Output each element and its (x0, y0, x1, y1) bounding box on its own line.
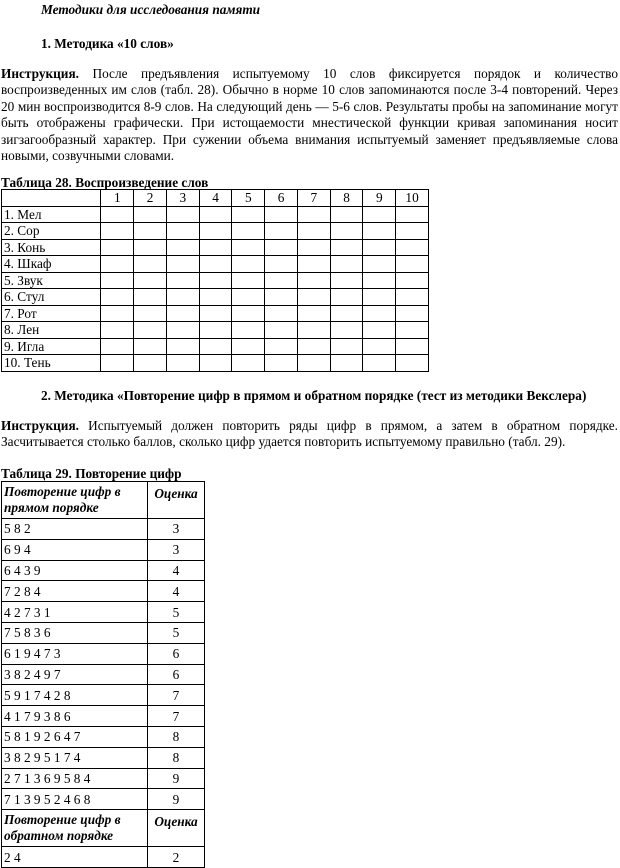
digit-sequence-cell: 4 2 7 3 1 (2, 602, 148, 623)
table28-row (2, 322, 429, 339)
table28-empty-cell (363, 206, 396, 223)
table28-empty-cell (232, 272, 265, 289)
table28-empty-cell (166, 338, 199, 355)
table29-row (2, 602, 205, 623)
table28-empty-cell (134, 305, 167, 322)
digit-sequence-cell: 6 9 4 (2, 539, 148, 560)
score-cell: 2 (148, 847, 205, 868)
table28-empty-cell (297, 206, 330, 223)
score-header: Оценка (148, 810, 205, 847)
table29-row (2, 726, 205, 747)
table28-word-cell: 7. Рот (2, 305, 101, 322)
score-cell: 8 (148, 747, 205, 768)
table28-empty-cell (330, 355, 363, 372)
table28-empty-cell (199, 256, 232, 273)
table28-empty-cell (134, 338, 167, 355)
table29-row (2, 685, 205, 706)
digit-sequence-cell: 4 1 7 9 3 8 6 (2, 706, 148, 727)
table29-row (2, 847, 205, 868)
table28-col-header: 1 (101, 190, 134, 207)
table28-row (2, 239, 429, 256)
table28-col-header: 2 (134, 190, 167, 207)
method2-instruction-text: Испытуемый должен повторить ряды цифр в прямом, а затем в обратном порядке. Засчитывается столько баллов, сколько цифр удается повторить испытуемому правильно (табл. 29). (1, 418, 618, 450)
table28-empty-cell (363, 338, 396, 355)
table28-empty-cell (199, 272, 232, 289)
table28-empty-cell (297, 289, 330, 306)
table28-word-cell: 5. Звук (2, 272, 101, 289)
table28-row (2, 256, 429, 273)
table28-empty-cell (265, 289, 298, 306)
table28-empty-cell (396, 272, 429, 289)
digit-sequence-cell: 2 7 1 3 6 9 5 8 4 (2, 768, 148, 789)
table28-empty-cell (396, 256, 429, 273)
table28-empty-cell (297, 239, 330, 256)
table28-row (2, 272, 429, 289)
table28-empty-cell (363, 322, 396, 339)
table28-header-row (2, 190, 429, 207)
score-cell: 7 (148, 685, 205, 706)
section-title: Методики для исследования памяти (41, 2, 261, 17)
table28-empty-cell (134, 289, 167, 306)
table28-empty-cell (232, 206, 265, 223)
score-header: Оценка (148, 482, 205, 519)
forward-order-header: Повторение цифр в прямом порядке (2, 482, 148, 519)
table28-empty-cell (101, 256, 134, 273)
table29-row (2, 581, 205, 602)
method2-title: 2. Методика «Повторение цифр в прямом и обратном порядке (тест из методики Векслера) (41, 388, 587, 403)
table28-empty-cell (297, 322, 330, 339)
table28-word-cell: 3. Конь (2, 239, 101, 256)
digit-sequence-cell: 6 4 3 9 (2, 560, 148, 581)
table28-empty-cell (232, 223, 265, 240)
table28-empty-cell (396, 239, 429, 256)
table28-empty-cell (265, 256, 298, 273)
table28-empty-cell (330, 338, 363, 355)
table28-col-header: 5 (232, 190, 265, 207)
table28-caption: Таблица 28. Воспроизведение слов (1, 175, 209, 190)
table28-col-header: 7 (297, 190, 330, 207)
table28-empty-cell (297, 338, 330, 355)
table28-empty-cell (101, 239, 134, 256)
table28-empty-cell (363, 355, 396, 372)
score-cell: 3 (148, 539, 205, 560)
method1-title: 1. Методика «10 слов» (41, 36, 174, 51)
table28-empty-cell (330, 239, 363, 256)
table28-word-cell: 1. Мел (2, 206, 101, 223)
table28-empty-cell (396, 289, 429, 306)
table28-word-cell: 10. Тень (2, 355, 101, 372)
table28-empty-cell (166, 223, 199, 240)
table28-empty-cell (166, 256, 199, 273)
table28-empty-cell (232, 305, 265, 322)
table28-empty-cell (297, 305, 330, 322)
table28-empty-cell (166, 206, 199, 223)
table28-col-header: 10 (396, 190, 429, 207)
table28-empty-cell (363, 305, 396, 322)
table28-empty-cell (166, 355, 199, 372)
table28-empty-cell (396, 322, 429, 339)
table28-empty-cell (265, 305, 298, 322)
table28-corner-cell (2, 190, 101, 207)
digit-sequence-cell: 3 8 2 4 9 7 (2, 664, 148, 685)
table28-empty-cell (265, 272, 298, 289)
table28-row (2, 289, 429, 306)
table28-empty-cell (330, 289, 363, 306)
table28-empty-cell (396, 223, 429, 240)
method1-instruction-text: После предъявления испытуемому 10 слов фиксируется порядок и количество воспроизведенных им слов (табл. 28). Обычно в норме 10 слов запоминаются после 3-4 повторений. Через 20 мин воспроизводится 8-9 слов. На следующий день — 5-6 слов. Результаты пробы на запоминание могут быть отображены графически. При истощаемости мнестической функции кривая запоминания носит зигзагообразный характер. При сужении объема внимания испытуемый заменяет предъявляемые слова новыми, созвучными словами. (1, 66, 618, 164)
table28-empty-cell (297, 223, 330, 240)
table28-empty-cell (101, 272, 134, 289)
table28-col-header: 6 (265, 190, 298, 207)
table28-empty-cell (134, 239, 167, 256)
table28-empty-cell (199, 289, 232, 306)
table28-row (2, 206, 429, 223)
table28-empty-cell (166, 289, 199, 306)
table29-row (2, 622, 205, 643)
table28-empty-cell (199, 223, 232, 240)
score-cell: 7 (148, 706, 205, 727)
table29-row (2, 768, 205, 789)
table28-empty-cell (199, 239, 232, 256)
table28-empty-cell (232, 355, 265, 372)
table28-empty-cell (199, 305, 232, 322)
method1-instruction (1, 66, 618, 164)
table28-empty-cell (134, 322, 167, 339)
table28-empty-cell (101, 305, 134, 322)
table29-backward-header-row (2, 810, 205, 847)
table28-empty-cell (101, 355, 134, 372)
digit-sequence-cell: 5 9 1 7 4 2 8 (2, 685, 148, 706)
score-cell: 6 (148, 643, 205, 664)
table28-empty-cell (101, 322, 134, 339)
table28-empty-cell (265, 322, 298, 339)
digit-span-table (1, 481, 205, 868)
table29-row (2, 519, 205, 540)
table28-empty-cell (134, 206, 167, 223)
table28-empty-cell (166, 322, 199, 339)
table29-row (2, 789, 205, 810)
table28-empty-cell (330, 305, 363, 322)
table28-empty-cell (232, 239, 265, 256)
table28-word-cell: 2. Сор (2, 223, 101, 240)
table28-row (2, 338, 429, 355)
score-cell: 4 (148, 560, 205, 581)
digit-sequence-cell: 3 8 2 9 5 1 7 4 (2, 747, 148, 768)
table28-empty-cell (297, 355, 330, 372)
table28-empty-cell (265, 239, 298, 256)
table28-empty-cell (134, 223, 167, 240)
score-cell: 9 (148, 768, 205, 789)
table28-empty-cell (396, 338, 429, 355)
table28-empty-cell (297, 272, 330, 289)
table28-empty-cell (166, 239, 199, 256)
digit-sequence-cell: 6 1 9 4 7 3 (2, 643, 148, 664)
table28-empty-cell (363, 256, 396, 273)
table28-empty-cell (101, 223, 134, 240)
digit-sequence-cell: 7 5 8 3 6 (2, 622, 148, 643)
score-cell: 5 (148, 622, 205, 643)
table29-row (2, 747, 205, 768)
table28-empty-cell (101, 338, 134, 355)
table28-empty-cell (363, 239, 396, 256)
table29-row (2, 643, 205, 664)
table28-word-cell: 6. Стул (2, 289, 101, 306)
table28-empty-cell (199, 355, 232, 372)
table28-empty-cell (166, 305, 199, 322)
table28-empty-cell (232, 338, 265, 355)
table28-empty-cell (265, 206, 298, 223)
table28-empty-cell (330, 223, 363, 240)
table28-empty-cell (297, 256, 330, 273)
table29-row (2, 560, 205, 581)
table29-row (2, 539, 205, 560)
table28-word-cell: 8. Лен (2, 322, 101, 339)
table28-empty-cell (396, 206, 429, 223)
table28-empty-cell (232, 322, 265, 339)
table28-row (2, 223, 429, 240)
table28-word-cell: 4. Шкаф (2, 256, 101, 273)
table28-row (2, 305, 429, 322)
table29-row (2, 706, 205, 727)
table29-caption: Таблица 29. Повторение цифр (1, 466, 182, 481)
table28-word-cell: 9. Игла (2, 338, 101, 355)
score-cell: 9 (148, 789, 205, 810)
table28-empty-cell (101, 289, 134, 306)
score-cell: 8 (148, 726, 205, 747)
method1-instruction-lead: Инструкция. (1, 66, 79, 81)
table28-empty-cell (101, 206, 134, 223)
table28-empty-cell (134, 355, 167, 372)
table28-col-header: 4 (199, 190, 232, 207)
score-cell: 5 (148, 602, 205, 623)
score-cell: 6 (148, 664, 205, 685)
table28-empty-cell (166, 272, 199, 289)
digit-sequence-cell: 5 8 1 9 2 6 4 7 (2, 726, 148, 747)
table28-empty-cell (396, 305, 429, 322)
table28-empty-cell (396, 355, 429, 372)
backward-order-header: Повторение цифр в обратном порядке (2, 810, 148, 847)
table28-empty-cell (330, 206, 363, 223)
table28-col-header: 9 (363, 190, 396, 207)
table28-empty-cell (265, 355, 298, 372)
table28-col-header: 8 (330, 190, 363, 207)
method2-instruction (1, 418, 618, 451)
table28-empty-cell (363, 289, 396, 306)
word-recall-table (1, 189, 429, 372)
table28-empty-cell (134, 272, 167, 289)
table28-empty-cell (232, 289, 265, 306)
table28-empty-cell (265, 223, 298, 240)
table29-row (2, 664, 205, 685)
digit-sequence-cell: 7 1 3 9 5 2 4 6 8 (2, 789, 148, 810)
table28-empty-cell (199, 206, 232, 223)
table28-empty-cell (330, 272, 363, 289)
table28-empty-cell (330, 256, 363, 273)
table28-empty-cell (330, 322, 363, 339)
table28-col-header: 3 (166, 190, 199, 207)
table29-forward-header-row (2, 482, 205, 519)
table28-empty-cell (363, 272, 396, 289)
table28-row (2, 355, 429, 372)
method2-instruction-lead: Инструкция. (1, 418, 79, 433)
table28-empty-cell (134, 256, 167, 273)
table28-empty-cell (199, 322, 232, 339)
table28-empty-cell (265, 338, 298, 355)
digit-sequence-cell: 7 2 8 4 (2, 581, 148, 602)
score-cell: 3 (148, 519, 205, 540)
digit-sequence-cell: 5 8 2 (2, 519, 148, 540)
table28-empty-cell (199, 338, 232, 355)
digit-sequence-cell: 2 4 (2, 847, 148, 868)
table28-empty-cell (363, 223, 396, 240)
score-cell: 4 (148, 581, 205, 602)
table28-empty-cell (232, 256, 265, 273)
